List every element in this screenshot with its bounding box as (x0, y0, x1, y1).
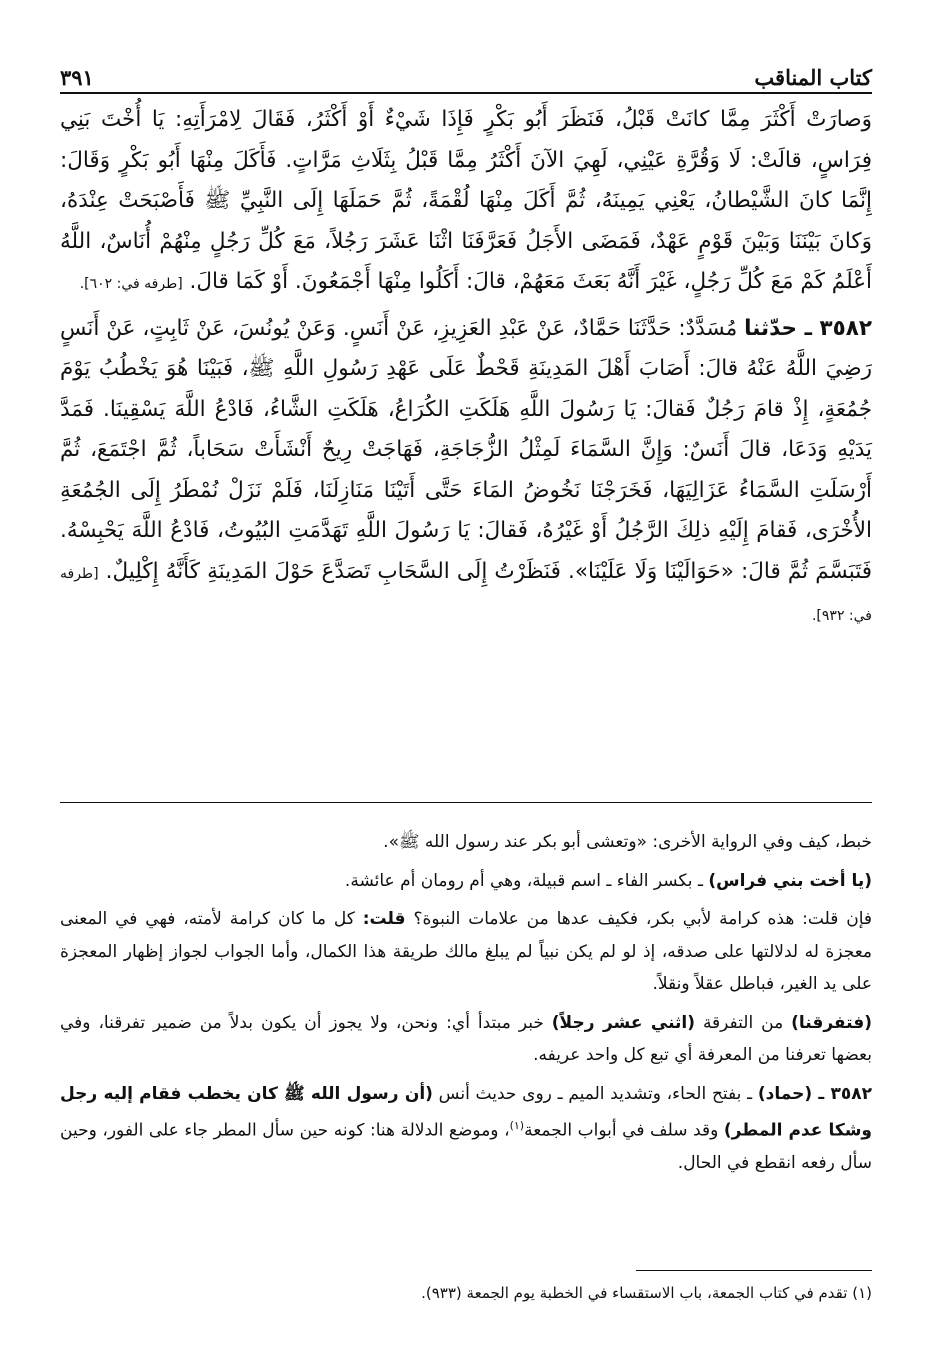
hadith-body: وَصارَتْ أَكْثَرَ مِمَّا كانَتْ قَبْلُ، فَنَظَرَ أَبُو بَكْرٍ فَإِذَا شَيْءٌ أَوْ أَكْثَرُ، فَقَالَ لِامْرَأَتِهِ: يَا أُخْتَ بَنِي فِرَاسٍ، قالَتْ: لَا وَقُرَّةِ عَيْنِي، لَهِيَ الآنَ أَكْثَرُ مِمَّا قَبْلُ بِثَلَاثِ مَرَّاتٍ. فَأَكَلَ مِنْهَا أَبُو بَكْرٍ وَقَالَ: إِنَّمَا كانَ الشَّيْطانُ، يَعْنِي يَمِينَهُ، ثُمَّ أَكَلَ مِنْهَا لُقْمَةً، ثُمَّ حَمَلَهَا إِلَى النَّبِيِّ ﷺ فَأَصْبَحَتْ عِنْدَهُ، وَكانَ بَيْنَنَا وَبَيْنَ قَوْمٍ عَهْدٌ، فَمَضَى الأَجَلُ فَعَرَّفَنَا اثْنَا عَشَرَ رَجُلاً، مَعَ كُلِّ رَجُلٍ مِنْهُمْ أُنَاسٌ، اللَّهُ أَعْلَمُ كَمْ مَعَ كُلِّ رَجُلٍ، غَيْرَ أَنَّهُ بَعَثَ مَعَهُمْ، قالَ: أَكَلُوا مِنْهَا أَجْمَعُونَ. أَوْ كَمَا قالَ. (60, 107, 872, 294)
book-page (60, 40, 872, 1340)
hadith-number: ٣٥٨٢ ـ حدّثنا (744, 315, 872, 341)
commentary-text: كل ما كان كرامة لأمته، فهي في المعنى معجزة له لدلالتها على صدقه، إذ لو لم يكن نبياً لم يبلغ مالك طريقة هذا الكمال، وأما الجواب لجواز إظهار المعجزة على يد الغير، فباطل عقلاً ونقلاً. (60, 909, 872, 994)
commentary-paragraph (60, 826, 872, 859)
commentary-text: فإن قلت: هذه كرامة لأبي بكر، فكيف عدها من علامات النبوة؟ (413, 909, 873, 929)
footnote-marker: (١) (509, 1119, 525, 1132)
cross-reference: [طرفه في: ٦٠٢]. (79, 276, 183, 292)
commentary-term: قلت: (362, 909, 406, 929)
header-divider (60, 92, 872, 94)
commentary-term: (فتفرقنا) (791, 1012, 872, 1033)
commentary-text: من التفرقة (702, 1012, 784, 1033)
cross-reference: [طرفه في: ٩٣٢]. (60, 565, 872, 624)
footnote-divider (636, 1270, 872, 1271)
hadith-paragraph (60, 309, 872, 637)
footnote-text: (١) تقدم في كتاب الجمعة، باب الاستقساء في الخطبة يوم الجمعة (٩٣٣). (421, 1284, 872, 1302)
hadith-body: مُسَدَّدٌ: حَدَّثَنَا حَمَّادٌ، عَنْ عَبْدِ العَزِيزِ، عَنْ أَنَسٍ. وَعَنْ يُونُسَ، عَنْ ثَابِتٍ، عَنْ أَنَسٍ رَضِيَ اللَّهُ عَنْهُ قالَ: أَصَابَ أَهْلَ المَدِينَةِ قَحْطٌ عَلَى عَهْدِ رَسُولِ اللَّهِ ﷺ، فَبَيْنَا هُوَ يَخْطُبُ يَوْمَ جُمُعَةٍ، إِذْ قامَ رَجُلٌ فَقالَ: يَا رَسُولَ اللَّهِ هَلَكَتِ الكُرَاعُ، هَلَكَتِ الشَّاءُ، فَادْعُ اللَّهَ يَسْقِينَا. فَمَدَّ يَدَيْهِ وَدَعَا، قالَ أَنَسٌ: وَإِنَّ السَّمَاءَ لَمِثْلُ الزُّجَاجَةِ، فَهَاجَتْ رِيحٌ أَنْشَأَتْ سَحَاباً، ثُمَّ اجْتَمَعَ، ثُمَّ أَرْسَلَتِ السَّمَاءُ عَزَالِيَهَا، فَخَرَجْنَا نَخُوضُ المَاءَ حَتَّى أَتَيْنَا مَنَازِلَنَا، فَلَمْ نَزَلْ نُمْطَرُ إِلَى الجُمُعَةِ الأُخْرَى، فَقامَ إِلَيْهِ ذلِكَ الرَّجُلُ أَوْ غَيْرُهُ، فَقالَ: يَا رَسُولَ اللَّهِ تَهَدَّمَتِ البُيُوتُ، فَادْعُ اللَّهَ يَحْبِسْهُ. فَتَبَسَّمَ ثُمَّ قالَ: «حَوَالَيْنَا وَلَا عَلَيْنَا». فَنَظَرْتُ إِلَى السَّحَابِ تَصَدَّعَ حَوْلَ المَدِينَةِ كَأَنَّهُ إِكْلِيلٌ. (60, 315, 872, 584)
commentary-text: ـ بكسر الفاء ـ اسم قبيلة، وهي أم رومان أم عائشة. (344, 870, 703, 891)
commentary-term: (يا أخت بني فراس) (708, 870, 872, 891)
commentary-text: ، وموضع الدلالة هنا: كونه حين سأل المطر جاء على الفور، وحين سأل رفعه انقطع في الحال. (60, 1120, 872, 1174)
chapter-title: كتاب المناقب (754, 65, 872, 90)
footnote (60, 1280, 872, 1306)
commentary-text: خبر مبتدأ أي: ونحن، ولا يجوز أن يكون بدلاً من ضمير تفرقنا، وفي بعضها تعرفنا من المعرفة أي تبع كل واحد عريفه. (60, 1012, 872, 1065)
commentary-text: وقد سلف في أبواب الجمعة (524, 1120, 719, 1141)
commentary-paragraph (60, 865, 872, 898)
commentary-section (60, 826, 872, 1186)
page-header (60, 50, 872, 90)
hadith-text (60, 100, 872, 641)
commentary-paragraph (60, 903, 872, 1001)
commentary-term: (أن رسول الله ﷺ كان يخطب فقام إليه رجل وشكا عدم المطر) (60, 1083, 872, 1141)
commentary-divider (60, 802, 872, 803)
commentary-term: (اثني عشر رجلاً) (551, 1012, 695, 1033)
page-number: ٣٩١ (60, 65, 94, 90)
commentary-term: ٣٥٨٢ ـ (حماد) (757, 1083, 873, 1104)
commentary-paragraph (60, 1007, 872, 1072)
commentary-paragraph (60, 1078, 872, 1180)
commentary-text: ـ بفتح الحاء، وتشديد الميم ـ روى حديث أنس (438, 1083, 753, 1104)
hadith-paragraph (60, 100, 872, 305)
commentary-text: خبط، كيف وفي الرواية الأخرى: «وتعشى أبو بكر عند رسول الله ﷺ». (383, 832, 872, 852)
